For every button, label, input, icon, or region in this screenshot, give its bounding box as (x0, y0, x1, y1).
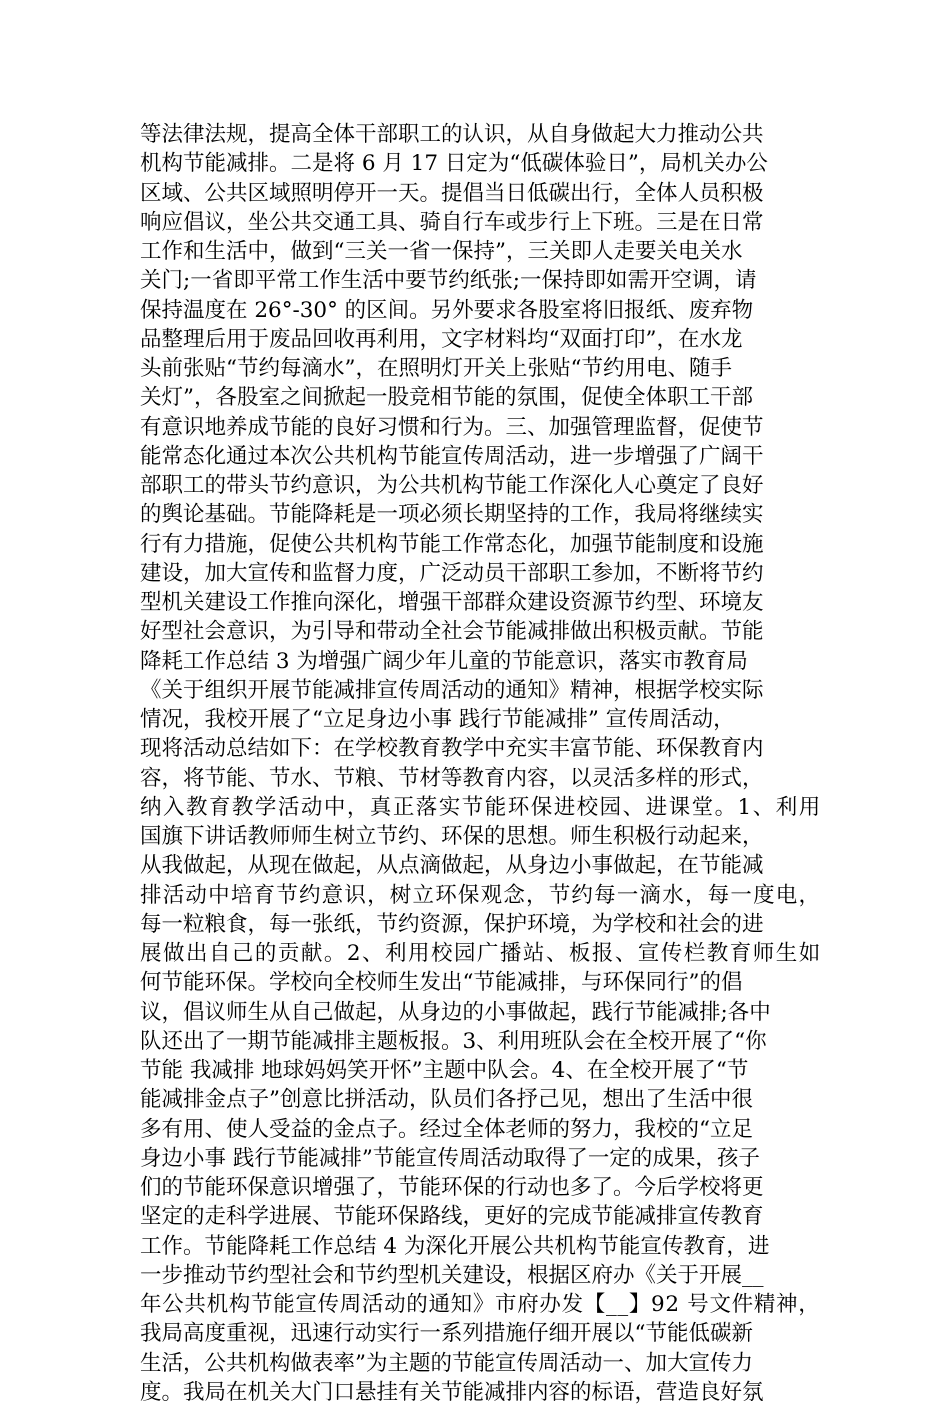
text-line: 何节能环保。学校向全校师生发出“节能减排，与环保同行”的倡 (140, 970, 743, 996)
text-line: 有意识地养成节能的良好习惯和行为。三、加强管理监督，促使节 (140, 414, 764, 440)
text-line: 队还出了一期节能减排主题板报。3、利用班队会在全校开展了“你 (140, 1028, 767, 1054)
text-line: 国旗下讲话教师师生树立节约、环保的思想。师生积极行动起来， (140, 824, 764, 849)
text-line: 机构节能减排。二是将 6 月 17 日定为“低碳体验日”，局机关办公 (140, 151, 768, 177)
text-line: 年公共机构节能宣传周活动的通知》市府办发【__】92 号文件精神， (140, 1292, 821, 1317)
text-line: 关门;一省即平常工作生活中要节约纸张;一保持即如需开空调，请 (140, 268, 757, 294)
text-line: 现将活动总结如下：在学校教育教学中充实丰富节能、环保教育内 (140, 736, 764, 762)
text-line: 能减排金点子”创意比拼活动，队员们各抒己见，想出了生活中很 (140, 1087, 753, 1113)
text-line: 情况，我校开展了“立足身边小事 践行节能减排” 宣传周活动， (140, 707, 735, 732)
text-line: 生活，公共机构做表率”为主题的节能宣传周活动一、加大宣传力 (140, 1350, 753, 1376)
text-line: 型机关建设工作推向深化，增强干部群众建设资源节约型、环境友 (140, 590, 764, 615)
text-line: 关灯”，各股室之间掀起一股竞相节能的氛围，促使全体职工干部 (140, 385, 753, 411)
text-line: 部职工的带头节约意识，为公共机构节能工作深化人心奠定了良好 (140, 473, 764, 498)
text-line: 等法律法规，提高全体干部职工的认识，从自身做起大力推动公共 (140, 122, 764, 147)
text-line: 坚定的走科学进展、节能环保路线，更好的完成节能减排宣传教育 (140, 1204, 764, 1230)
text-line: 行有力措施，促使公共机构节能工作常态化，加强节能制度和设施 (140, 531, 764, 557)
text-line: 降耗工作总结 3 为增强广阔少年儿童的节能意识，落实市教育局 (140, 648, 748, 674)
body-text (140, 120, 820, 1407)
text-line: 能常态化通过本次公共机构节能宣传周活动，进一步增强了广阔干 (140, 443, 764, 469)
text-line: 品整理后用于废品回收再利用，文字材料均“双面打印”，在水龙 (140, 326, 743, 352)
text-line: 建设，加大宣传和监督力度，广泛动员干部职工参加，不断将节约 (140, 560, 764, 586)
text-line: 度。我局在机关大门口悬挂有关节能减排内容的标语，营造良好氛 (140, 1379, 764, 1405)
text-line: 工作。节能降耗工作总结 4 为深化开展公共机构节能宣传教育，进 (140, 1233, 770, 1259)
text-line: 保持温度在 26°-30° 的区间。另外要求各股室将旧报纸、废弃物 (140, 297, 754, 323)
text-line: 身边小事 践行节能减排”节能宣传周活动取得了一定的成果，孩子 (140, 1145, 760, 1171)
text-line: 纳入教育教学活动中，真正落实节能环保进校园、进课堂。1、利用 (140, 794, 822, 820)
text-line: 从我做起，从现在做起，从点滴做起，从身边小事做起，在节能减 (140, 853, 764, 879)
text-line: 好型社会意识，为引导和带动全社会节能减排做出积极贡献。节能 (140, 619, 764, 645)
text-line: 头前张贴“节约每滴水”，在照明灯开关上张贴“节约用电、随手 (140, 356, 732, 381)
text-line: 展做出自己的贡献。2、利用校园广播站、板报、宣传栏教育师生如 (140, 941, 822, 966)
text-line: 《关于组织开展节能减排宣传周活动的通知》精神，根据学校实际 (140, 677, 764, 703)
text-line: 议，倡议师生从自己做起，从身边的小事做起，践行节能减排;各中 (140, 999, 771, 1025)
text-line: 的舆论基础。节能降耗是一项必须长期坚持的工作，我局将继续实 (140, 502, 764, 528)
text-line: 容，将节能、节水、节粮、节材等教育内容，以灵活多样的形式， (140, 765, 764, 791)
text-line: 工作和生活中，做到“三关一省一保持”，三关即人走要关电关水 (140, 239, 743, 264)
text-line: 多有用、使人受益的金点子。经过全体老师的努力，我校的“立足 (140, 1116, 753, 1142)
text-line: 响应倡议，坐公共交通工具、骑自行车或步行上下班。三是在日常 (140, 209, 764, 235)
text-line: 每一粒粮食，每一张纸，节约资源，保护环境，为学校和社会的进 (140, 911, 764, 937)
text-line: 们的节能环保意识增强了，节能环保的行动也多了。今后学校将更 (140, 1175, 764, 1200)
text-line: 我局高度重视，迅速行动实行一系列措施仔细开展以“节能低碳新 (140, 1321, 753, 1347)
text-line: 区域、公共区域照明停开一天。提倡当日低碳出行，全体人员积极 (140, 180, 764, 206)
text-line: 一步推动节约型社会和节约型机关建设，根据区府办《关于开展__ (140, 1262, 764, 1288)
text-line: 节能 我减排 地球妈妈笑开怀”主题中队会。4、在全校开展了“节 (140, 1058, 749, 1083)
text-line: 排活动中培育节约意识，树立环保观念，节约每一滴水，每一度电， (140, 882, 822, 908)
